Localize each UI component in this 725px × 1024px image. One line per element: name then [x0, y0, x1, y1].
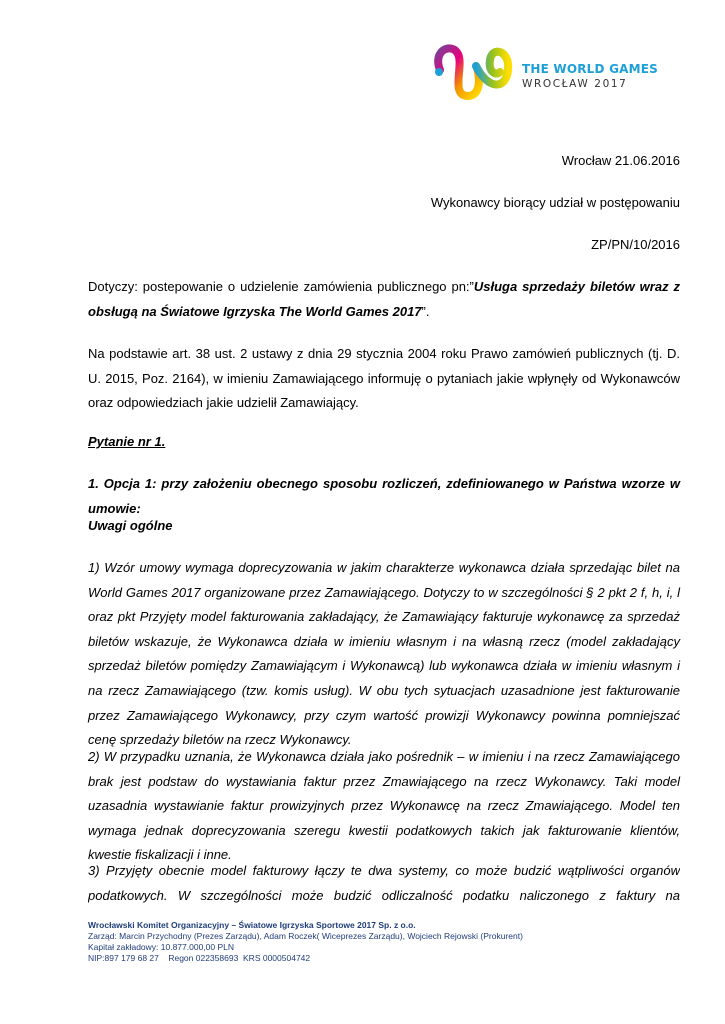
paragraph-2: 2) W przypadku uznania, że Wykonawca działa jako pośrednik – w imieniu i na rzecz Zamawiającego brak jest podstaw do wystawiania faktur przez Zmawiającego na rzecz Wykonawcy. Taki model uzasadnia wystawianie faktur prowizyjnych przez Wykonawcę na rzecz Zmawiającego. Model ten wymaga jednak doprecyzowania szeregu kwestii podatkowych takich jak fakturowanie klientów, kwestie fiskalizacji i inne. — [88, 749, 680, 863]
letter-date: Wrocław 21.06.2016 — [561, 153, 680, 168]
paragraph-1: 1) Wzór umowy wymaga doprecyzowania w jakim charakterze wykonawca działa sprzedając bilet na World Games 2017 organizowane przez Zamawiającego. Dotyczy to w szczególności § 2 pkt 2 f, h, i, l oraz pkt Przyjęty model fakturowania zakładający, że Zamawiający fakturuje wykonawcę za sprzedaż biletów wskazuje, że Wykonawca działa w imieniu własnym i na własną rzecz (model zakładający sprzedaż biletów pomiędzy Zamawiającym i Wykonawcą) lub wykonawca działa w imieniu własnym i na rzecz Zamawiającego (tzw. komis usług). W obu tych sytuacjach uzasadnione jest fakturowanie przez Zamawiającego Wykonawcy, przy czym wartość prowizji Wykonawcy powinna pomniejszać cenę sprzedaży biletów na rzecz Wykonawcy. — [88, 560, 680, 748]
subject-suffix: ”. — [421, 303, 430, 319]
world-games-logo — [430, 40, 658, 102]
letter-recipient: Wykonawcy biorący udział w postępowaniu — [430, 195, 680, 210]
subject-title: Usługa sprzedaży biletów wraz z obsługą na Światowe Igrzyska The World Games 2017 — [88, 279, 681, 319]
general-remarks-heading: Uwagi ogólne — [88, 518, 173, 533]
logo-subtitle: WROCŁAW 2017 — [522, 78, 628, 90]
footer-company-name: Wrocławski Komitet Organizacyjny – Światowe Igrzyska Sportowe 2017 Sp. z o.o. — [88, 920, 416, 930]
reference-number: ZP/PN/10/2016 — [591, 237, 680, 252]
question-heading: Pytanie nr 1. — [88, 434, 166, 449]
footer-capital: Kapitał zakładowy: 10.877.000,00 PLN — [88, 942, 235, 952]
subject-line — [88, 275, 680, 324]
world-games-emblem-icon — [430, 40, 516, 102]
logo-title: THE WORLD GAMES — [522, 62, 658, 76]
footer-registry-ids: NIP:897 179 68 27 Regon 022358693 KRS 0000504742 — [88, 953, 311, 963]
option-heading: 1. Opcja 1: przy założeniu obecnego sposobu rozliczeń, zdefiniowanego w Państwa wzorze w umowie: — [88, 476, 680, 516]
company-footer — [88, 920, 523, 964]
subject-prefix: Dotyczy: postepowanie o udzielenie zamówienia publicznego pn:” — [88, 279, 474, 294]
footer-board: Zarząd: Marcin Przychodny (Prezes Zarządu), Adam Roczek( Wiceprezes Zarządu), Wojciech Rejowski (Prokurent) — [88, 931, 523, 941]
intro-paragraph: Na podstawie art. 38 ust. 2 ustawy z dnia 29 stycznia 2004 roku Prawo zamówień publicznych (tj. D. U. 2015, Poz. 2164), w imieniu Zamawiającego informuję o pytaniach jakie wpłynęły od Wykonawców oraz odpowiedziach jakie udzielił Zamawiający. — [88, 346, 680, 411]
paragraph-3: 3) Przyjęty obecnie model fakturowy łączy te dwa systemy, co może budzić wątpliwości organów podatkowych. W szczególności może budzić odliczalność podatku naliczonego z faktury na — [88, 863, 680, 903]
